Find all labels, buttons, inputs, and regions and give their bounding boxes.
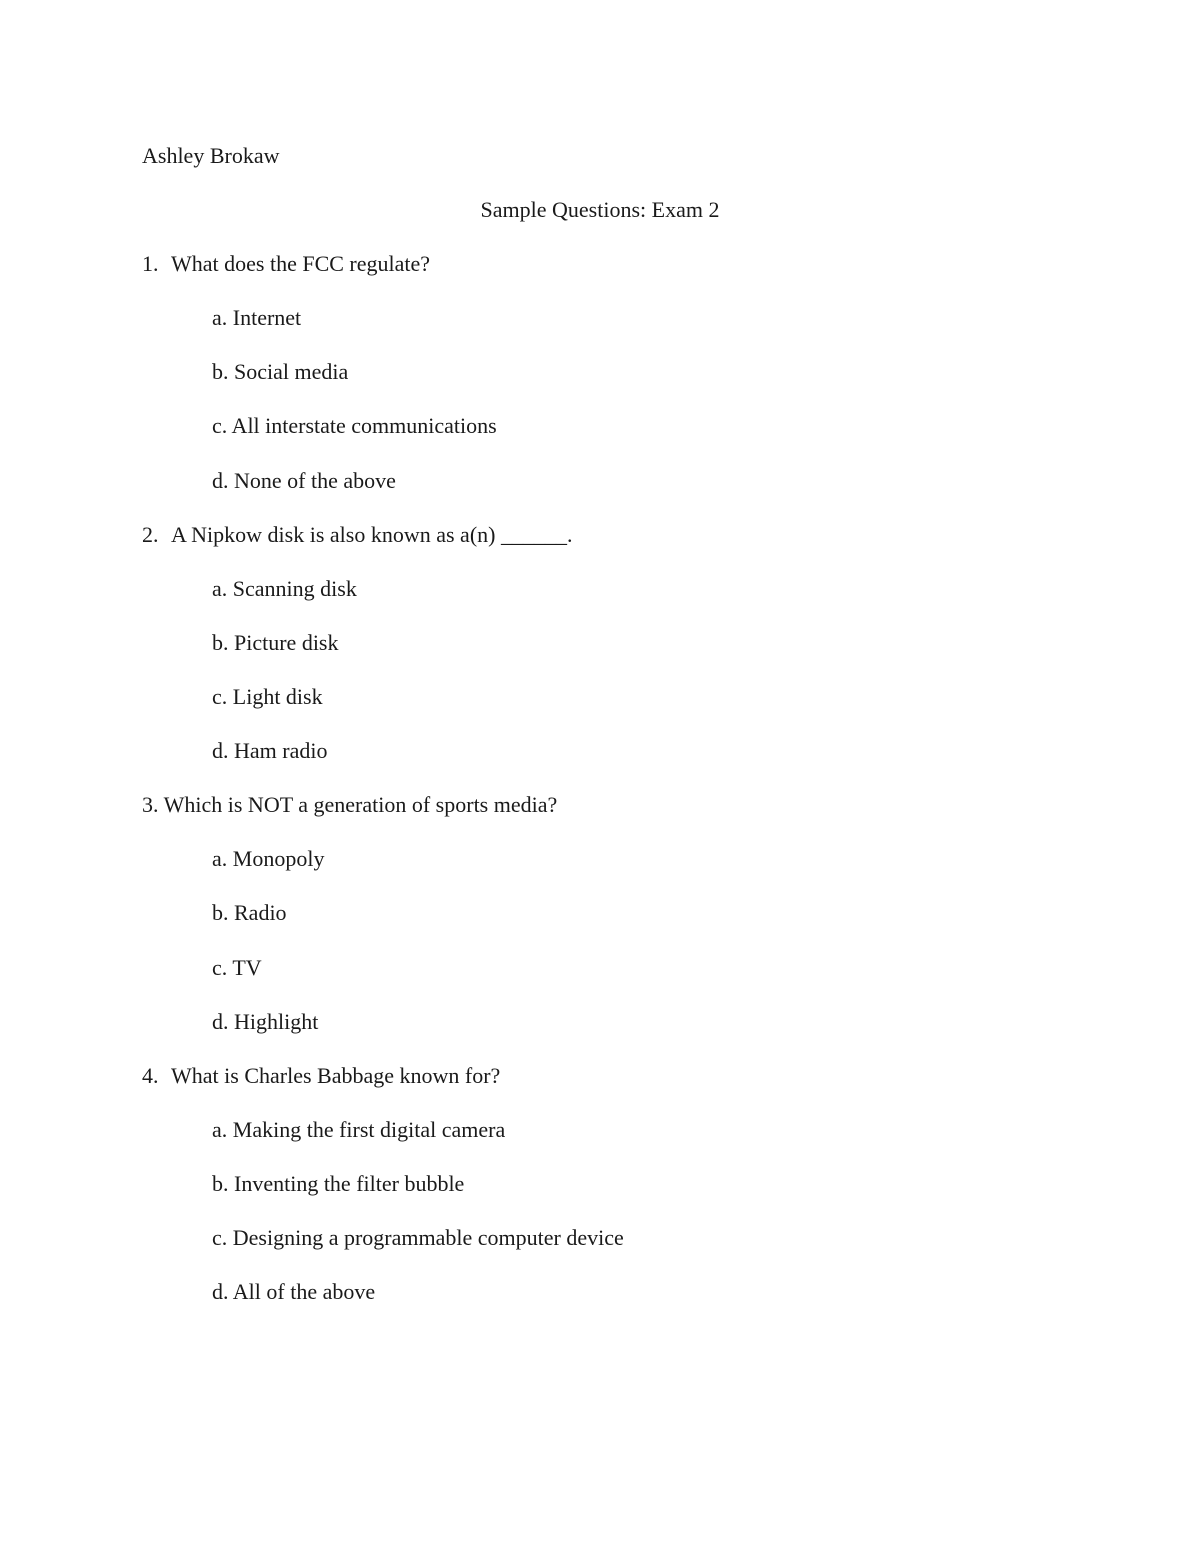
- question-text: What is Charles Babbage known for?: [171, 1063, 501, 1088]
- question-4-option-b: b. Inventing the filter bubble: [212, 1171, 465, 1196]
- question-3-option-d: d. Highlight: [212, 1009, 319, 1034]
- question-number: 2.: [142, 522, 159, 547]
- question-text: What does the FCC regulate?: [171, 251, 431, 276]
- question-3-option-c: c. TV: [212, 955, 262, 980]
- question-1-option-b: b. Social media: [212, 359, 349, 384]
- question-text: Which is NOT a generation of sports media?: [163, 792, 558, 817]
- question-2-option-a: a. Scanning disk: [212, 576, 357, 601]
- question-number: 3.: [142, 792, 159, 817]
- document-title: Sample Questions: Exam 2: [480, 197, 720, 222]
- question-4-option-c: c. Designing a programmable computer device: [212, 1225, 624, 1250]
- question-4: [142, 1062, 500, 1090]
- question-2-option-b: b. Picture disk: [212, 630, 339, 655]
- question-number: 4.: [142, 1063, 159, 1088]
- question-3-option-a: a. Monopoly: [212, 846, 325, 871]
- question-text: A Nipkow disk is also known as a(n) ______.: [171, 522, 573, 547]
- question-3: [142, 791, 557, 819]
- question-2-option-d: d. Ham radio: [212, 738, 328, 763]
- question-1-option-d: d. None of the above: [212, 468, 396, 493]
- author-name: Ashley Brokaw: [142, 143, 280, 168]
- question-3-option-b: b. Radio: [212, 900, 287, 925]
- question-1-option-a: a. Internet: [212, 305, 302, 330]
- question-4-option-a: a. Making the first digital camera: [212, 1117, 506, 1142]
- question-2: [142, 521, 572, 549]
- question-4-option-d: d. All of the above: [212, 1279, 376, 1304]
- question-1-option-c: c. All interstate communications: [212, 413, 497, 438]
- question-2-option-c: c. Light disk: [212, 684, 323, 709]
- question-number: 1.: [142, 251, 159, 276]
- question-1: [142, 250, 430, 278]
